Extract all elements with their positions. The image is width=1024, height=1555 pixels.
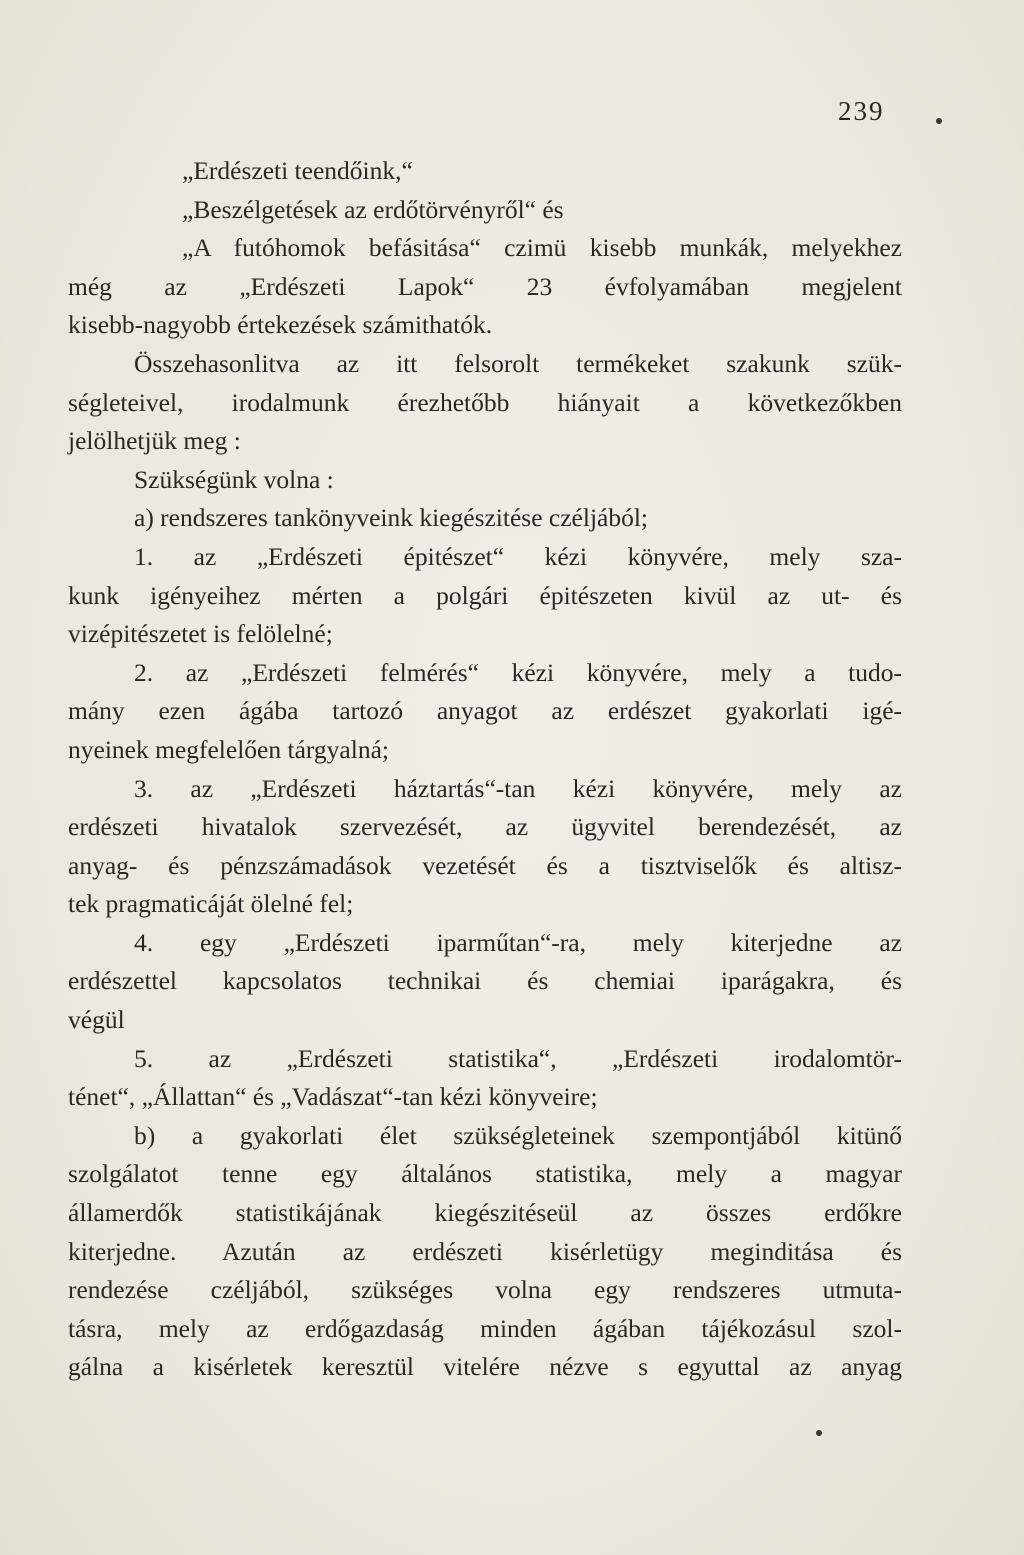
text-line: kiterjedne. Azután az erdészeti kisérletügy meginditása és bbox=[68, 1236, 902, 1266]
text-line: 2. az „Erdészeti felmérés“ kézi könyvére, mely a tudo- bbox=[134, 657, 902, 687]
print-speck bbox=[936, 118, 942, 124]
text-line: gálna a kisérletek keresztül vitelére nézve s egyuttal az anyag bbox=[68, 1352, 902, 1382]
text-line: tásra, mely az erdőgazdaság minden ágában tájékozásul szol- bbox=[68, 1313, 902, 1343]
text-line: kisebb-nagyobb értekezések számithatók. bbox=[68, 310, 493, 340]
text-line: államerdők statistikájának kiegészitéseül az összes erdőkre bbox=[68, 1198, 902, 1228]
text-line: „A futóhomok befásitása“ czimü kisebb munkák, melyekhez bbox=[182, 233, 902, 263]
text-line: 5. az „Erdészeti statistika“, „Erdészeti irodalomtör- bbox=[134, 1043, 902, 1073]
text-line: „Erdészeti teendőink,“ bbox=[182, 156, 413, 185]
text-line: erdészeti hivatalok szervezését, az ügyvitel berendezését, az bbox=[68, 812, 902, 842]
text-line: ségleteivel, irodalmunk érezhetőbb hiányait a következőkben bbox=[68, 387, 902, 417]
text-line: „Beszélgetések az erdőtörvényről“ és bbox=[182, 194, 564, 224]
text-line: tek pragmaticáját ölelné fel; bbox=[68, 889, 354, 919]
text-line: Szükségünk volna : bbox=[134, 464, 334, 494]
text-line: nyeinek megfelelően tárgyalná; bbox=[68, 734, 389, 764]
text-line: 3. az „Erdészeti háztartás“-tan kézi könyvére, mely az bbox=[134, 773, 902, 803]
page-number: 239 bbox=[838, 96, 885, 126]
text-line: még az „Erdészeti Lapok“ 23 évfolyamában megjelent bbox=[68, 271, 902, 301]
text-line: rendezése czéljából, szükséges volna egy rendszeres utmuta- bbox=[68, 1275, 902, 1305]
text-line: 1. az „Erdészeti épitészet“ kézi könyvére, mely sza- bbox=[134, 541, 902, 571]
text-line: mány ezen ágába tartozó anyagot az erdészet gyakorlati igé- bbox=[68, 696, 902, 726]
text-line: végül bbox=[68, 1005, 125, 1035]
text-line: b) a gyakorlati élet szükségleteinek szempontjából kitünő bbox=[134, 1120, 902, 1150]
text-line: kunk igényeihez mérten a polgári épitészeten kivül az ut- és bbox=[68, 580, 902, 610]
text-line: 4. egy „Erdészeti iparműtan“-ra, mely kiterjedne az bbox=[134, 927, 902, 957]
text-line: vizépitészetet is felölelné; bbox=[68, 619, 333, 649]
text-line: Összehasonlitva az itt felsorolt termékeket szakunk szük- bbox=[134, 348, 902, 378]
print-speck bbox=[816, 1430, 822, 1436]
text-line: jelölhetjük meg : bbox=[68, 426, 241, 456]
text-line: ténet“, „Állattan“ és „Vadászat“-tan kézi könyveire; bbox=[68, 1082, 598, 1112]
text-line: anyag- és pénzszámadások vezetését és a tisztviselők és altisz- bbox=[68, 850, 902, 880]
text-line: szolgálatot tenne egy általános statistika, mely a magyar bbox=[68, 1159, 902, 1189]
text-line: a) rendszeres tankönyveink kiegészitése czéljából; bbox=[134, 503, 649, 533]
text-line: erdészettel kapcsolatos technikai és chemiai iparágakra, és bbox=[68, 966, 902, 996]
body-text bbox=[68, 152, 902, 1387]
